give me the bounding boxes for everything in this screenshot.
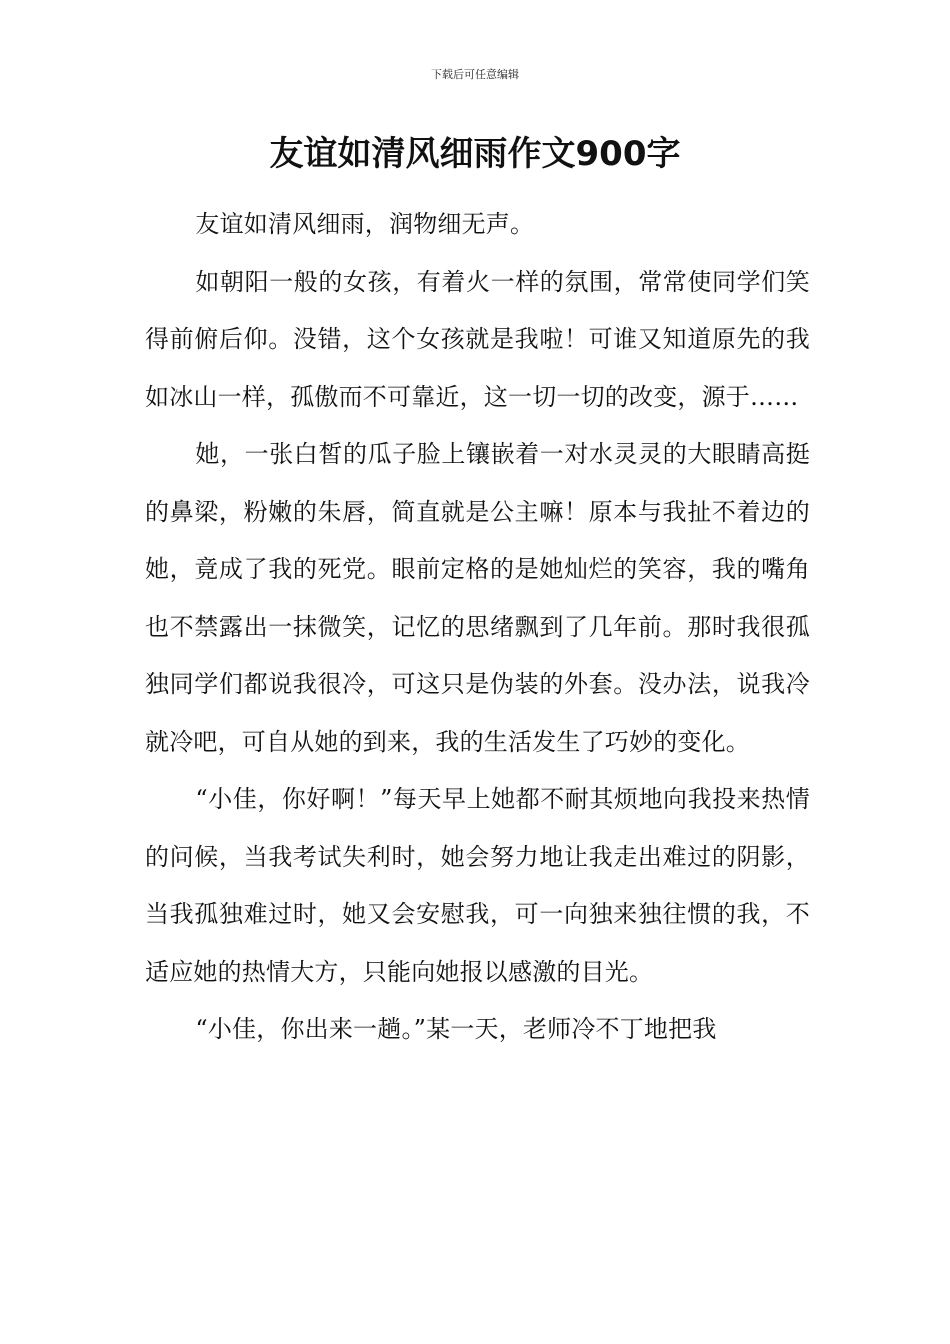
paragraph-4: “小佳，你好啊！”每天早上她都不耐其烦地向我投来热情的问候，当我考试失利时，她会努力地让我走出难过的阴影，当我孤独难过时，她又会安慰我，可一向独来独往惯的我，不适应她的热情大方，只能向她报以感激的目光。 xyxy=(145,785,810,986)
header-note: 下载后可任意编辑 xyxy=(431,68,519,81)
document-body xyxy=(145,196,810,1059)
paragraph-2: 如朝阳一般的女孩，有着火一样的氛围，常常使同学们笑得前俯后仰。没错，这个女孩就是我啦！可谁又知道原先的我如冰山一样，孤傲而不可靠近，这一切一切的改变，源于…… xyxy=(145,267,810,411)
paragraph-3: 她，一张白皙的瓜子脸上镶嵌着一对水灵灵的大眼睛高挺的鼻梁，粉嫩的朱唇，简直就是公主嘛！原本与我扯不着边的她，竟成了我的死党。眼前定格的是她灿烂的笑容，我的嘴角也不禁露出一抹微笑，记忆的思绪飘到了几年前。那时我很孤独同学们都说我很冷，可这只是伪装的外套。没办法，说我冷就冷吧，可自从她的到来，我的生活发生了巧妙的变化。 xyxy=(145,440,810,756)
paragraph-5: “小佳，你出来一趟。”某一天，老师冷不丁地把我 xyxy=(195,1015,717,1043)
paragraph-1: 友谊如清风细雨，润物细无声。 xyxy=(195,210,535,238)
document-title: 友谊如清风细雨作文900字 xyxy=(269,134,681,174)
